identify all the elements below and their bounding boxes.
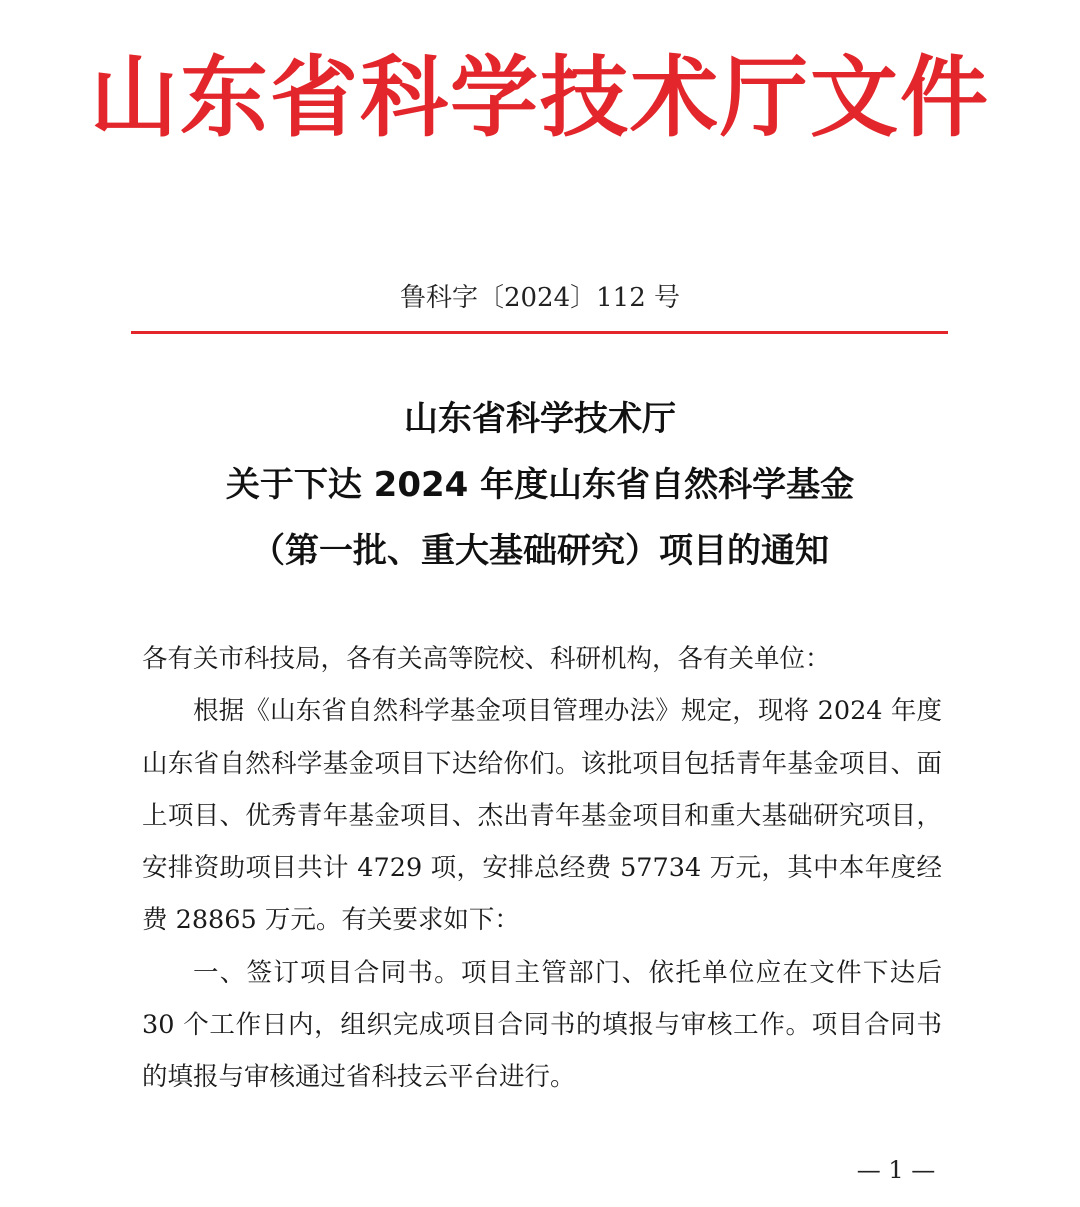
document-title bbox=[0, 386, 1080, 584]
document-body bbox=[142, 633, 942, 1104]
body-paragraph-2: 一、签订项目合同书。项目主管部门、依托单位应在文件下达后 30 个工作日内，组织完成项目合同书的填报与审核工作。项目合同书的填报与审核通过省科技云平台进行。 bbox=[142, 957, 942, 1093]
title-line-3: （第一批、重大基础研究）项目的通知 bbox=[251, 531, 829, 571]
page-number: — 1 — bbox=[856, 1156, 936, 1184]
red-divider-line bbox=[131, 331, 948, 334]
title-line-1: 山东省科学技术厅 bbox=[404, 399, 676, 439]
document-number: 鲁科字〔2024〕112 号 bbox=[399, 283, 681, 313]
document-masthead: 山东省科学技术厅文件 bbox=[89, 46, 990, 149]
salutation: 各有关市科技局，各有关高等院校、科研机构，各有关单位： bbox=[142, 644, 831, 674]
title-line-2: 关于下达 2024 年度山东省自然科学基金 bbox=[225, 465, 855, 505]
body-paragraph-1: 根据《山东省自然科学基金项目管理办法》规定，现将 2024 年度山东省自然科学基金项目下达给你们。该批项目包括青年基金项目、面上项目、优秀青年基金项目、杰出青年基金项目和重大基础研究项目，安排资助项目共计 4729 项，安排总经费 57734 万元，其中本年度经费 28865 万元。有关要求如下： bbox=[142, 696, 942, 936]
